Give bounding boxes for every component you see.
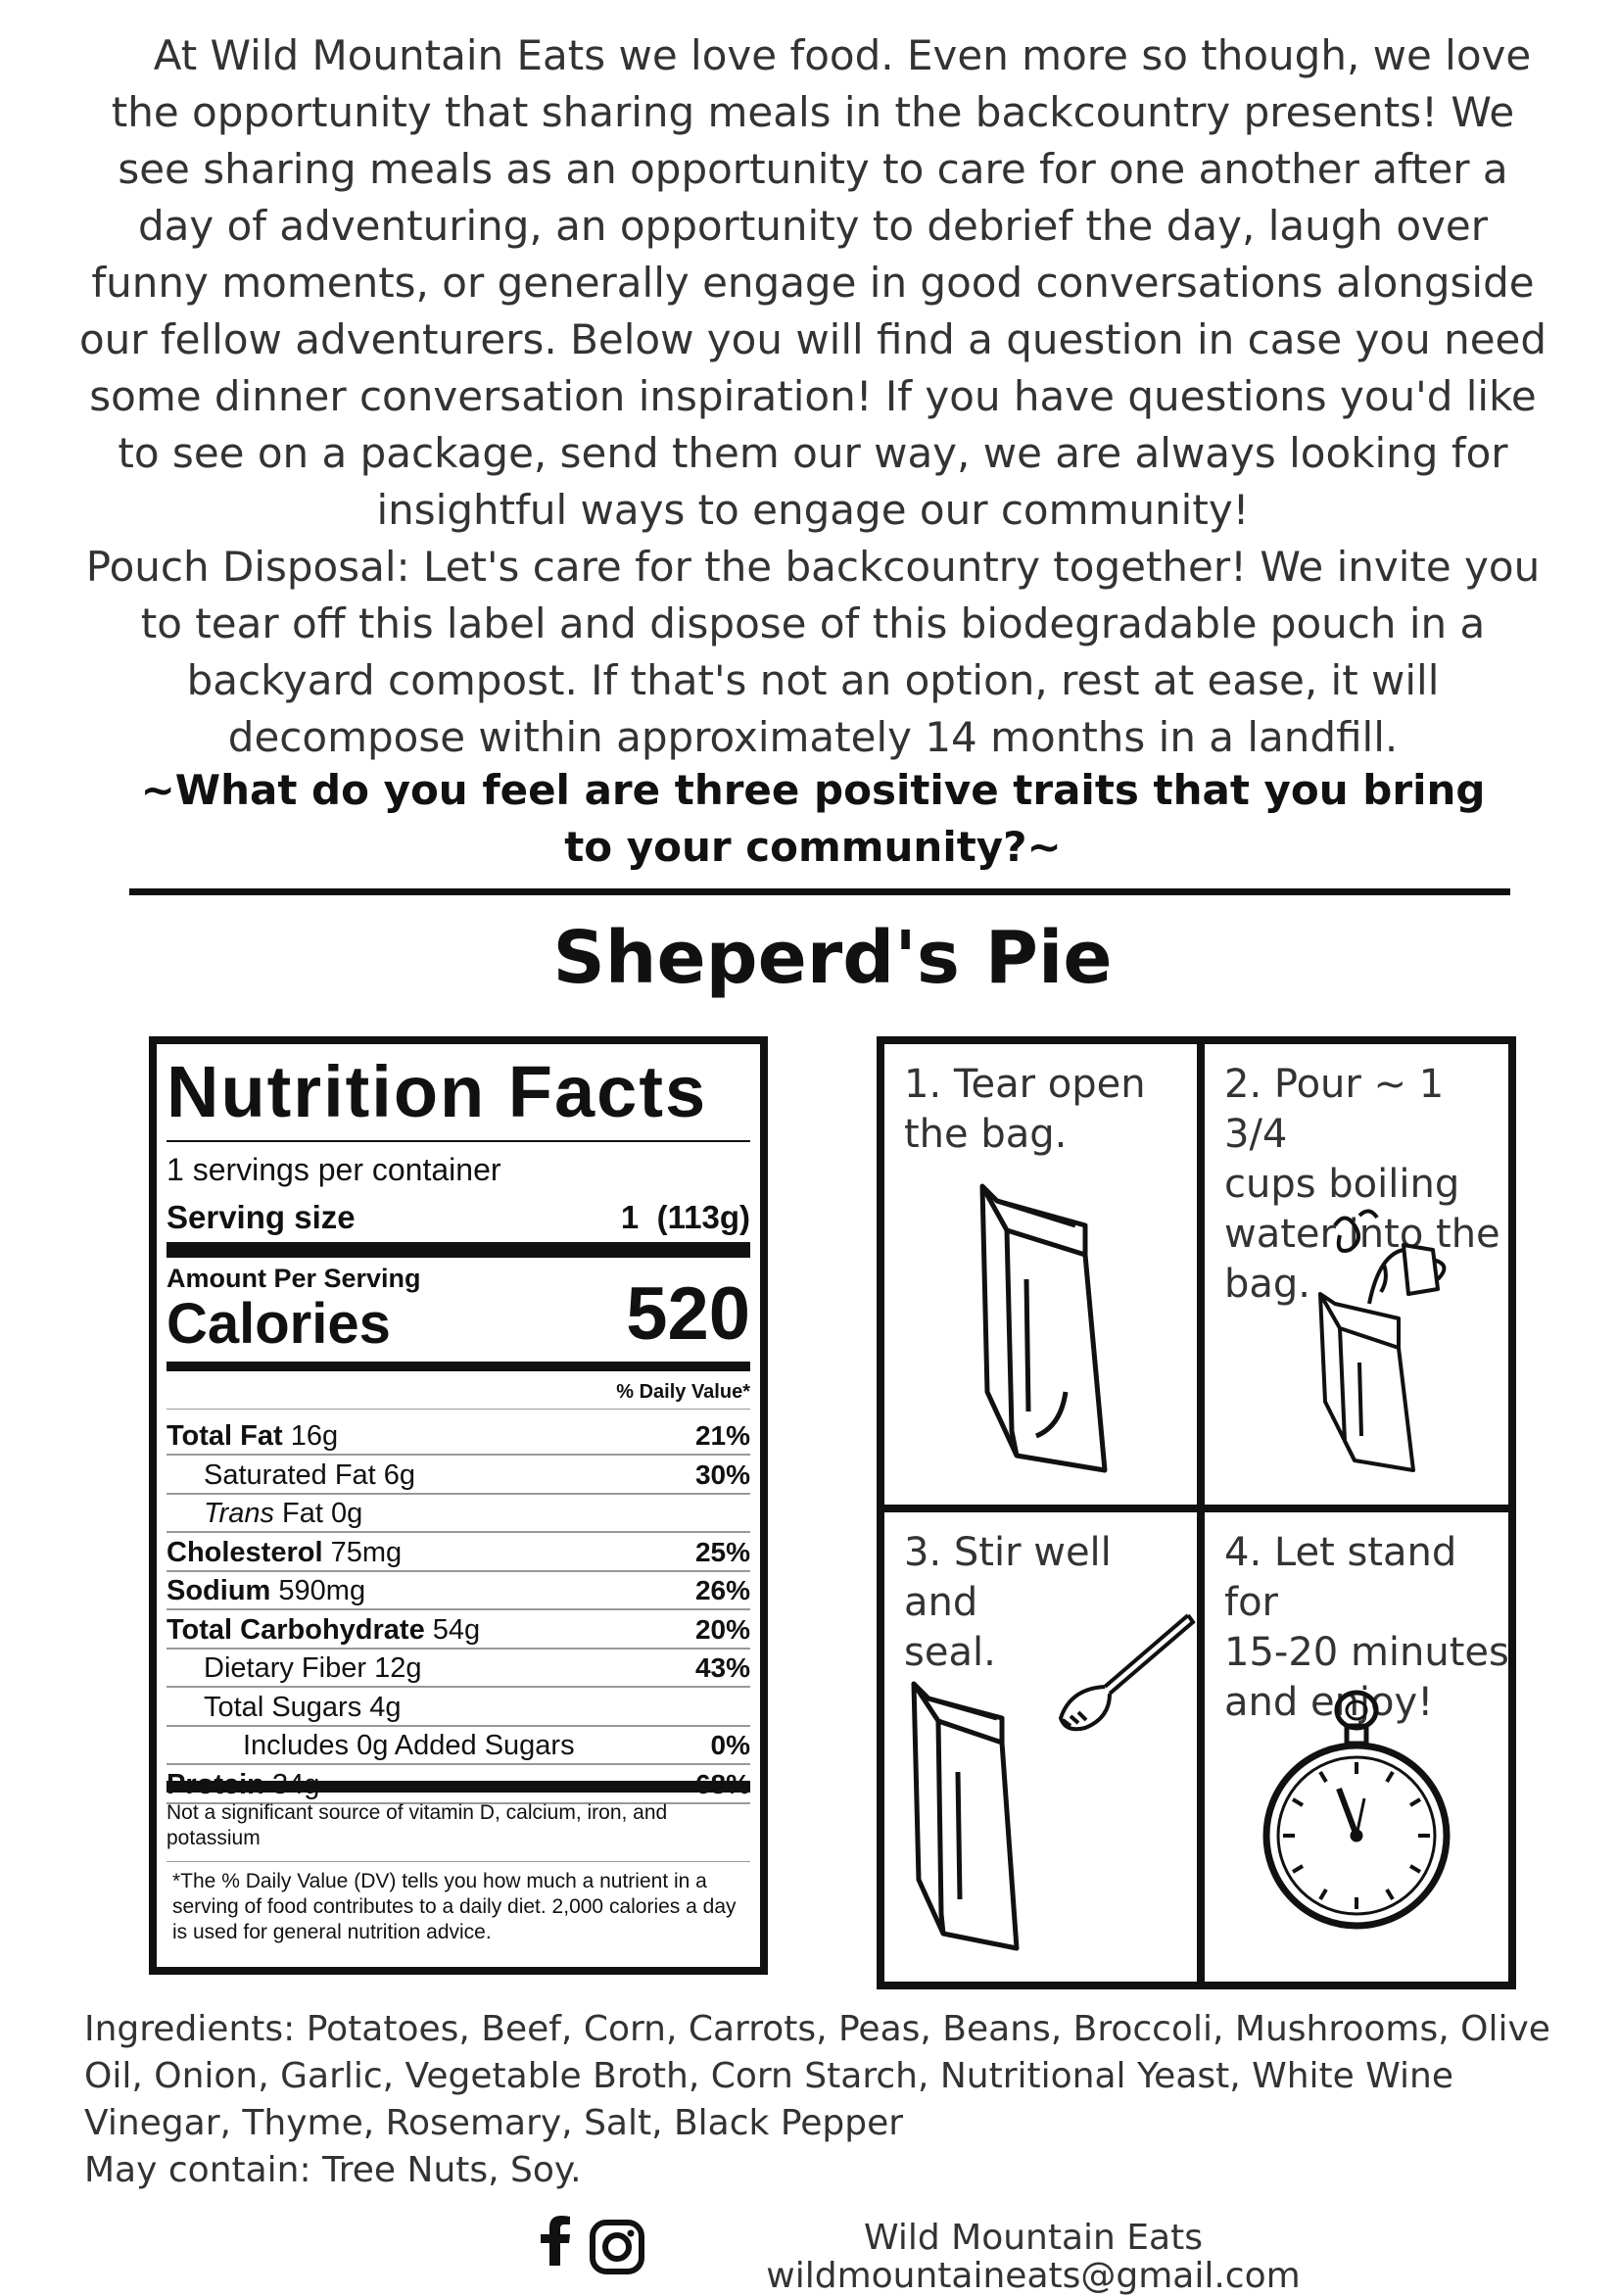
step-2-text: 2. Pour ~ 1 3/4 cups boiling water into the bag.	[1224, 1062, 1500, 1307]
nutrient-label	[167, 1537, 402, 1569]
step-4-text: 4. Let stand for 15-20 minutes and enjoy!	[1224, 1530, 1509, 1725]
step-3-text: 3. Stir well and seal.	[904, 1530, 1112, 1675]
amount-per-serving: Amount Per Serving	[167, 1264, 421, 1293]
nutrient-label	[204, 1692, 402, 1724]
open-bag-icon	[968, 1176, 1124, 1480]
nutrition-facts-heading: Nutrition Facts	[167, 1051, 708, 1132]
daily-value-footnote: *The % Daily Value (DV) tells you how much a nutrient in a serving of food contributes to a daily diet. 2,000 calories a day is used for general nutrition advice.	[172, 1870, 737, 1943]
nutrient-amount: 12g	[374, 1652, 422, 1684]
sealed-bag-icon	[904, 1674, 1041, 1958]
nutrient-row	[167, 1686, 750, 1727]
footer-brand: Wild Mountain Eats	[864, 2218, 1203, 2258]
nutrient-name: Total Fat	[167, 1420, 283, 1452]
nutrient-amount: 75mg	[330, 1536, 403, 1568]
instagram-icon[interactable]	[590, 2220, 644, 2274]
grid-divider	[1197, 1044, 1205, 1982]
nutrient-label	[167, 1614, 480, 1647]
nutrient-name: Includes 0g Added Sugars	[243, 1730, 575, 1761]
step-2	[1205, 1044, 1517, 1505]
nutrient-amount: 4g	[369, 1691, 402, 1723]
vitamin-footnote: Not a significant source of vitamin D, calcium, iron, and potassium	[167, 1801, 668, 1849]
pour-water-bag-icon	[1301, 1206, 1457, 1480]
pouch-disposal-text: Pouch Disposal: Let's care for the backcountry together! We invite you to tear off this label and dispose of this biodegradable pouch in a backyard compost. If that's not an option, rest at ease, it will decompose within approximately 14 months in a landfill.	[85, 543, 1541, 761]
nutrient-daily-value: 26%	[694, 1575, 750, 1605]
nutrient-daily-value: 43%	[694, 1652, 750, 1683]
nutrient-row	[167, 1569, 750, 1610]
nutrient-name: Dietary Fiber	[204, 1652, 366, 1684]
nutrient-amount: 16g	[290, 1420, 339, 1452]
divider	[167, 1409, 750, 1410]
nutrient-name: Sodium	[167, 1575, 271, 1606]
nutrient-row	[167, 1492, 750, 1533]
nutrient-label	[167, 1575, 365, 1607]
nutrient-label	[167, 1420, 338, 1453]
nutrient-name: Cholesterol	[167, 1536, 323, 1568]
nutrient-amount: 54g	[432, 1613, 481, 1646]
step-4	[1205, 1512, 1517, 1973]
nutrient-name: Trans	[204, 1498, 274, 1529]
nutrient-row	[167, 1647, 750, 1688]
nutrient-row	[167, 1414, 750, 1456]
nutrient-amount: Fat 0g	[282, 1498, 363, 1529]
divider	[167, 1140, 750, 1142]
instructions-grid	[877, 1036, 1516, 1989]
nutrient-label	[204, 1498, 362, 1530]
nutrient-label	[204, 1459, 415, 1492]
nutrient-label	[204, 1652, 421, 1685]
nutrient-name: Saturated Fat	[204, 1459, 376, 1491]
step-1	[884, 1044, 1197, 1505]
nutrient-row	[167, 1608, 750, 1650]
nutrient-name: Total Carbohydrate	[167, 1613, 425, 1646]
nutrient-label	[243, 1730, 575, 1762]
divider	[167, 1781, 750, 1793]
step-1-text: 1. Tear open the bag.	[904, 1062, 1146, 1157]
calories-label: Calories	[167, 1292, 391, 1356]
spork-icon	[1051, 1610, 1198, 1738]
serving-size-label: Serving size	[167, 1199, 356, 1235]
divider	[129, 888, 1510, 895]
nutrient-daily-value: 21%	[694, 1420, 750, 1451]
nutrient-amount: 590mg	[278, 1575, 366, 1606]
intro-paragraph: At Wild Mountain Eats we love food. Even more so though, we love the opportunity that sharing meals in the backcountry presents! We see sharing meals as an opportunity to care for one another after a day of adventuring, an opportunity to debrief the day, laugh over funny moments, or generally engage in good conversations alongside our fellow adventurers. Below you will find a question in case you need some dinner conversation inspiration! If you have questions you'd like to see on a package, send them our way, we are always looking for insightful ways to engage our community!	[78, 31, 1547, 534]
serving-size-value: 1 (113g)	[620, 1199, 750, 1235]
step-3	[884, 1512, 1197, 1973]
nutrition-facts-panel	[149, 1036, 768, 1975]
divider	[167, 1861, 750, 1862]
conversation-question: ~What do you feel are three positive traits that you bring to your community?~	[140, 766, 1486, 871]
nutrient-daily-value: 30%	[694, 1459, 750, 1490]
intro-text	[78, 27, 1547, 766]
ingredients-list: Ingredients: Potatoes, Beef, Corn, Carrots, Peas, Beans, Broccoli, Mushrooms, Olive Oil, Onion, Garlic, Vegetable Broth, Corn Starch, Nutritional Yeast, White Wine Vinegar, Thyme, Rosemary, Salt, Black Pepper	[84, 2009, 1550, 2143]
divider	[167, 1362, 750, 1371]
allergen-warning: May contain: Tree Nuts, Soy.	[84, 2150, 582, 2190]
nutrient-daily-value: 25%	[694, 1536, 750, 1567]
nutrient-amount: 6g	[383, 1459, 416, 1491]
nutrient-daily-value: 0%	[710, 1730, 750, 1760]
nutrient-row	[167, 1531, 750, 1572]
nutrient-row	[167, 1724, 750, 1765]
nutrient-daily-value: 20%	[694, 1613, 750, 1645]
servings-per-container: 1 servings per container	[167, 1152, 501, 1187]
daily-value-header: % Daily Value*	[616, 1381, 750, 1403]
nutrient-row	[167, 1454, 750, 1495]
stopwatch-icon	[1259, 1689, 1454, 1943]
product-title: Sheperd's Pie	[552, 916, 1113, 1000]
grid-divider	[884, 1505, 1508, 1512]
calories-value: 520	[626, 1272, 750, 1356]
footer-email[interactable]: wildmountaineats@gmail.com	[766, 2256, 1301, 2296]
facebook-icon[interactable]	[537, 2216, 574, 2266]
ingredients-section	[84, 2006, 1583, 2194]
nutrient-name: Total Sugars	[204, 1691, 362, 1723]
divider	[167, 1242, 750, 1258]
